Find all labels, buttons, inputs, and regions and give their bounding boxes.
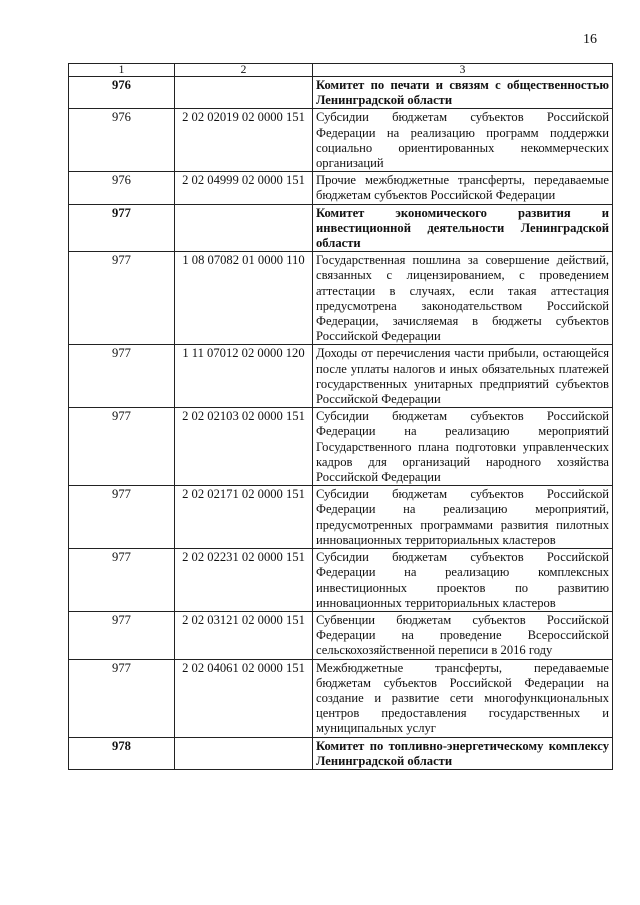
admin-code-cell: 977 bbox=[69, 252, 175, 345]
revenue-name-cell: Субсидии бюджетам субъектов Российской Федерации на реализацию мероприятий Государственного плана подготовки управленческих кадров для организаций народного хозяйства Российской Федерации bbox=[313, 408, 613, 486]
table-row bbox=[69, 172, 613, 204]
page-number: 16 bbox=[583, 32, 597, 47]
revenue-code-cell: 2 02 02103 02 0000 151 bbox=[175, 408, 313, 486]
admin-code-cell: 977 bbox=[69, 204, 175, 252]
table-body bbox=[69, 77, 613, 770]
admin-code-cell: 978 bbox=[69, 737, 175, 769]
admin-code-cell: 977 bbox=[69, 549, 175, 612]
table-row bbox=[69, 486, 613, 549]
revenue-code-cell bbox=[175, 737, 313, 769]
table-row bbox=[69, 109, 613, 172]
column-number-1: 1 bbox=[69, 64, 175, 77]
revenue-name-cell: Прочие межбюджетные трансферты, передаваемые бюджетам субъектов Российской Федерации bbox=[313, 172, 613, 204]
table-row bbox=[69, 549, 613, 612]
revenue-code-cell: 2 02 03121 02 0000 151 bbox=[175, 611, 313, 659]
revenue-name-cell: Субвенции бюджетам субъектов Российской Федерации на проведение Всероссийской сельскохозяйственной переписи в 2016 году bbox=[313, 611, 613, 659]
table-row bbox=[69, 408, 613, 486]
admin-code-cell: 976 bbox=[69, 77, 175, 109]
committee-header-row bbox=[69, 737, 613, 769]
admin-code-cell: 977 bbox=[69, 611, 175, 659]
revenue-name-cell: Межбюджетные трансферты, передаваемые бюджетам субъектов Российской Федерации на создание и развитие сети многофункциональных центров предоставления государственных и муниципальных услуг bbox=[313, 659, 613, 737]
column-number-2: 2 bbox=[175, 64, 313, 77]
table-row bbox=[69, 252, 613, 345]
table-row bbox=[69, 345, 613, 408]
column-number-row bbox=[69, 64, 613, 77]
table-row bbox=[69, 659, 613, 737]
revenue-name-cell: Комитет экономического развития и инвестиционной деятельности Ленинградской области bbox=[313, 204, 613, 252]
committee-header-row bbox=[69, 204, 613, 252]
revenue-name-cell: Комитет по печати и связям с общественностью Ленинградской области bbox=[313, 77, 613, 109]
revenue-code-table bbox=[68, 63, 613, 770]
admin-code-cell: 976 bbox=[69, 172, 175, 204]
admin-code-cell: 977 bbox=[69, 486, 175, 549]
admin-code-cell: 977 bbox=[69, 408, 175, 486]
admin-code-cell: 976 bbox=[69, 109, 175, 172]
revenue-name-cell: Государственная пошлина за совершение действий, связанных с лицензированием, с проведением аттестации в случаях, если такая аттестация предусмотрена законодательством Российской Федерации, зачисляемая в бюджеты субъектов Российской Федерации bbox=[313, 252, 613, 345]
revenue-name-cell: Субсидии бюджетам субъектов Российской Федерации на реализацию программ поддержки социально ориентированных некоммерческих организаций bbox=[313, 109, 613, 172]
revenue-name-cell: Субсидии бюджетам субъектов Российской Федерации на реализацию комплексных инвестиционных проектов по развитию инновационных территориальных кластеров bbox=[313, 549, 613, 612]
table-row bbox=[69, 611, 613, 659]
revenue-code-cell bbox=[175, 204, 313, 252]
revenue-code-cell: 2 02 04999 02 0000 151 bbox=[175, 172, 313, 204]
revenue-code-cell bbox=[175, 77, 313, 109]
committee-header-row bbox=[69, 77, 613, 109]
revenue-name-cell: Комитет по топливно-энергетическому комплексу Ленинградской области bbox=[313, 737, 613, 769]
revenue-code-cell: 1 11 07012 02 0000 120 bbox=[175, 345, 313, 408]
revenue-name-cell: Доходы от перечисления части прибыли, остающейся после уплаты налогов и иных обязательных платежей государственных унитарных предприятий субъектов Российской Федерации bbox=[313, 345, 613, 408]
revenue-code-cell: 2 02 02171 02 0000 151 bbox=[175, 486, 313, 549]
revenue-code-cell: 1 08 07082 01 0000 110 bbox=[175, 252, 313, 345]
revenue-code-cell: 2 02 02231 02 0000 151 bbox=[175, 549, 313, 612]
admin-code-cell: 977 bbox=[69, 659, 175, 737]
revenue-name-cell: Субсидии бюджетам субъектов Российской Федерации на реализацию мероприятий, предусмотренных программами развития пилотных инновационных территориальных кластеров bbox=[313, 486, 613, 549]
column-number-3: 3 bbox=[313, 64, 613, 77]
admin-code-cell: 977 bbox=[69, 345, 175, 408]
revenue-code-cell: 2 02 02019 02 0000 151 bbox=[175, 109, 313, 172]
revenue-code-cell: 2 02 04061 02 0000 151 bbox=[175, 659, 313, 737]
